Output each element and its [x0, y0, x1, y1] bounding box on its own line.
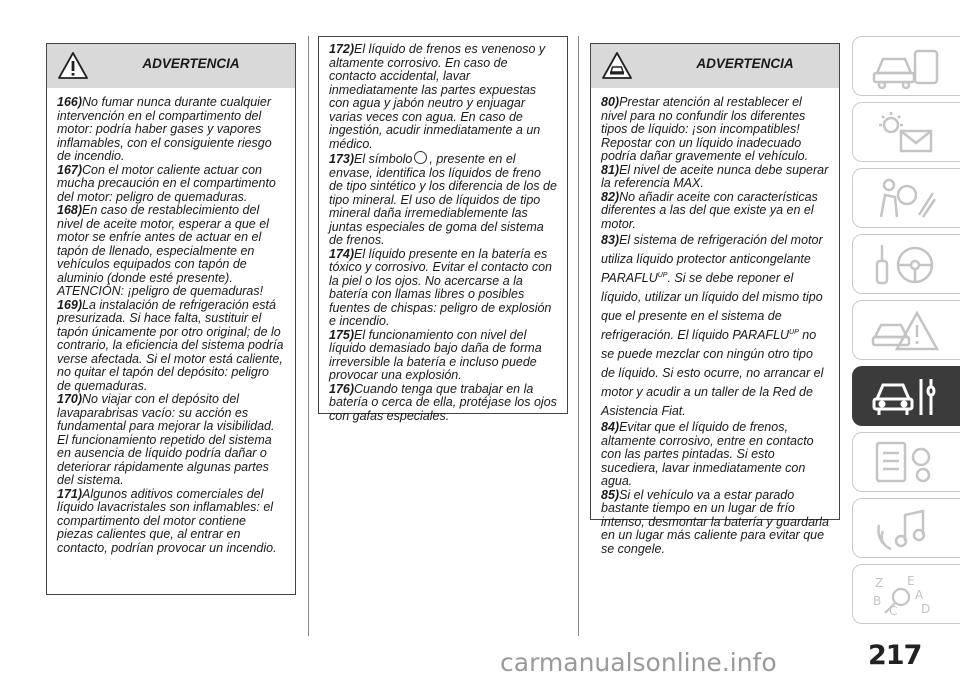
warning-item-85: 85)Si el vehículo va a estar parado bastante tiempo en un lugar de frío intenso, desmontar la batería y guardarla en un lugar más caliente para evitar que se congele.: [601, 487, 829, 556]
tab-servicing-care[interactable]: [852, 366, 960, 426]
svg-text:A: A: [915, 588, 924, 602]
warning-list: [47, 88, 295, 555]
warning-item-166: 166)No fumar nunca durante cualquier intervención en el compartimento del motor: podría haber gases y vapores inflamables, con el consiguiente riesgo de incendio.: [57, 95, 272, 163]
warning-item-173: 173)El símbolo , presente en el envase, identifica los líquidos de freno de tipo sintético y los diferencia de los de tipo mineral. El uso de líquidos de tipo mineral daña irremediablemente las juntas especiales de goma del sistema de frenos.: [329, 152, 557, 247]
warning-item-170: 170)No viajar con el depósito del lavaparabrisas vacío: su acción es fundamental para mejorar la visibilidad. El funcionamiento repetido del sistema en ausencia de líquido podría dañar o deteriorar rápidamente algunas partes del sistema.: [57, 392, 275, 487]
warning-header: [47, 44, 295, 88]
alphabetical-index-icon: [871, 571, 941, 619]
chapter-tabs: [852, 0, 960, 678]
warning-item-80: 80)Prestar atención al restablecer el nivel para no confundir los diferentes tipos de líquido: ¡son incompatibles! Repostar con un líquido inadecuado podría dañar gravemente el vehículo.: [601, 95, 809, 163]
warning-title: ADVERTENCIA: [142, 56, 240, 71]
warning-item-172: 172)El líquido de frenos es venenoso y altamente corrosivo. En caso de contacto accidental, lavar inmediatamente las partes expuestas con agua y jabón neutro y enjuagar varias veces con agua. En caso de ingestión, acudir inmediatamente a un médico.: [329, 42, 546, 151]
tab-technical-data[interactable]: [852, 432, 960, 492]
svg-text:Z: Z: [875, 576, 884, 590]
column-divider-right: [578, 36, 579, 636]
warning-item-175: 175)El funcionamiento con nivel del líquido demasiado bajo daña de forma irreversible la batería e incluso puede provocar una explosión.: [329, 327, 542, 382]
warning-item-168: 168)En caso de restablecimiento del nivel de aceite motor, esperar a que el motor se enfríe antes de actuar en el tapón de llenado, especialmente en vehículos equipados con tapón de aluminio (donde esté presente). ATENCIÓN: ¡peligro de quemaduras!: [57, 203, 269, 298]
warning-box-1: [46, 43, 296, 595]
warning-item-83: 83)El sistema de refrigeración del motor utiliza líquido protector anticongelante $PARAFLU^{UP}$. Si se debe reponer el líquido, utilizar un líquido del mismo tipo que el presente en el sistema de refrigeración. El líquido $PARAFLU^{UP}$ no se puede mezclar con ningún otro tipo de líquido. Si esto ocurre, no arrancar el motor y acudir a un taller de la Red de Asistencia Fiat.: [601, 233, 824, 418]
warning-item-167: 167)Con el motor caliente actuar con mucha precaución en el compartimento del motor: peligro de quemaduras.: [57, 162, 276, 204]
warning-item-176: 176)Cuando tenga que trabajar en la batería o cerca de ella, protéjase los ojos con gafas especiales.: [329, 381, 557, 423]
key-steering-wheel-icon: [871, 241, 941, 289]
warning-box-2: [318, 36, 568, 423]
technical-data-icon: [871, 439, 941, 487]
tab-emergency[interactable]: [852, 300, 960, 360]
warning-list: [591, 88, 839, 556]
column-divider-left: [308, 36, 309, 636]
multimedia-icon: [871, 505, 941, 553]
svg-text:D: D: [921, 602, 931, 616]
warning-header: [591, 44, 839, 88]
tab-multimedia[interactable]: [852, 498, 960, 558]
svg-text:E: E: [907, 574, 915, 588]
warning-item-174: 174)El líquido presente en la batería es tóxico y corrosivo. Evitar el contacto con la piel o los ojos. No acercarse a la batería con llamas libres o posibles fuentes de chispas: peligro de explosión e incendio.: [329, 246, 553, 328]
svg-text:B: B: [873, 594, 882, 608]
warning-item-82: 82)No añadir aceite con características diferentes a las del que existe ya en el motor.: [601, 189, 818, 231]
airbag-safety-icon: [871, 175, 941, 223]
warning-box-3: [590, 43, 840, 556]
car-maintenance-icon: [871, 373, 941, 421]
watermark: carmanualsonline.info: [500, 648, 777, 677]
page-number: 217: [868, 640, 922, 671]
svg-text:C: C: [889, 604, 898, 618]
warning-lights-icon: [871, 109, 941, 157]
tab-index[interactable]: [852, 564, 960, 624]
tab-warning-lights[interactable]: [852, 102, 960, 162]
car-breakdown-icon: [871, 307, 941, 355]
car-dashboard-icon: [871, 43, 941, 91]
warning-list: [319, 37, 567, 423]
tab-starting-driving[interactable]: [852, 234, 960, 294]
warning-title: ADVERTENCIA: [696, 56, 794, 71]
dot-symbol-icon: [414, 151, 427, 164]
warning-item-81: 81)El nivel de aceite nunca debe superar la referencia MAX.: [601, 162, 829, 190]
tab-safety[interactable]: [852, 168, 960, 228]
warning-item-169: 169)La instalación de refrigeración está presurizada. Si hace falta, sustituir el tapón únicamente por otro original; de lo contrario, la eficiencia del sistema podría verse afectada. Si el motor está caliente, no quitar el tapón del depósito: peligro de quemaduras.: [57, 297, 284, 393]
tab-dashboard[interactable]: [852, 36, 960, 96]
warning-item-84: 84)Evitar que el líquido de frenos, altamente corrosivo, entre en contacto con las partes pintadas. Si esto sucediera, lavar inmediatamente con agua.: [601, 420, 814, 488]
warning-item-171: 171)Algunos aditivos comerciales del líquido lavacristales son inflamables: el compartimento del motor contiene piezas calientes que, al entrar en contacto, podrían provocar un incendio.: [57, 486, 277, 555]
